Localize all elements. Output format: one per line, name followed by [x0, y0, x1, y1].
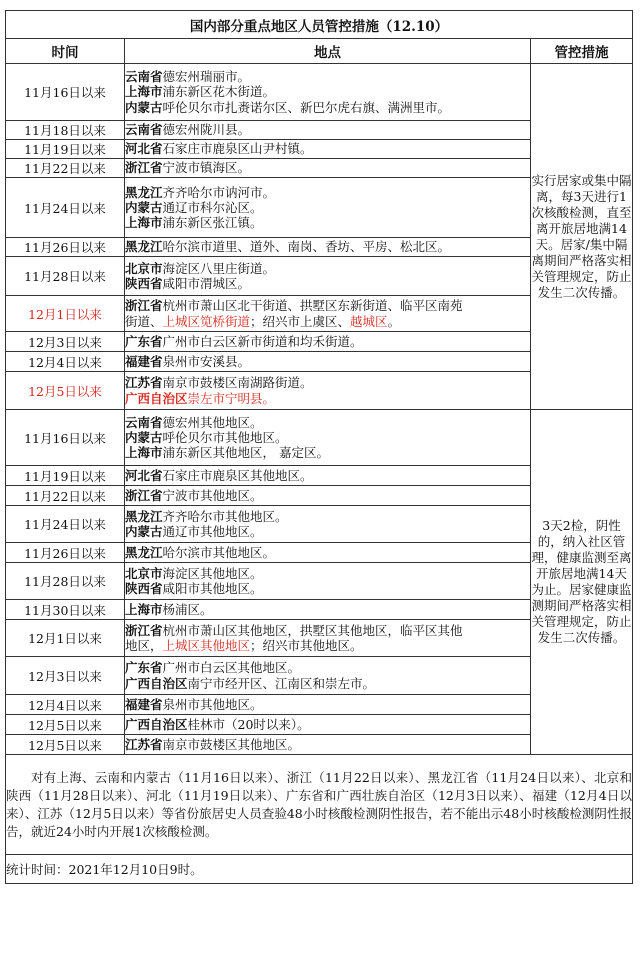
time-cell: 12月1日以来 — [6, 620, 125, 657]
location-text: 通辽市科尔沁区。 — [162, 199, 263, 215]
location-line — [125, 141, 530, 156]
time-cell: 11月28日以来 — [6, 257, 125, 296]
location-line — [125, 314, 530, 329]
location-line — [125, 602, 530, 617]
location-cell — [125, 257, 531, 296]
province-name: 云南省 — [125, 414, 163, 430]
province-name: 广西自治区 — [125, 716, 188, 732]
location-line — [125, 430, 530, 445]
location-text: 呼伦贝尔市其他地区。 — [162, 429, 288, 445]
location-text: 齐齐哈尔市其他地区。 — [162, 508, 288, 524]
province-name: 河北省 — [125, 467, 163, 483]
location-line — [125, 391, 530, 406]
location-line — [125, 276, 530, 291]
highlighted-location: 上城区其他地区 — [162, 638, 251, 653]
province-name: 黑龙江 — [125, 508, 163, 524]
location-text: 崇左市宁明县。 — [187, 390, 276, 406]
location-line — [125, 545, 530, 560]
province-name: 江苏省 — [125, 375, 163, 391]
location-line — [125, 445, 530, 460]
location-text: 杭州市萧山区其他地区，拱墅区其他地区，临平区其他 — [162, 622, 463, 638]
location-text: 哈尔滨市道里、道外、南岗、香坊、平房、松北区。 — [162, 239, 451, 255]
time-cell: 11月22日以来 — [6, 159, 125, 178]
time-cell: 12月4日以来 — [6, 695, 125, 715]
location-text: 广州市白云区新市街道和均禾街道。 — [162, 333, 363, 349]
province-name: 浙江省 — [125, 298, 163, 314]
location-line — [125, 239, 530, 254]
time-cell: 11月18日以来 — [6, 121, 125, 140]
location-text: 南宁市经开区、江南区和崇左市。 — [187, 675, 376, 691]
location-cell — [125, 238, 531, 257]
province-name: 黑龙江 — [125, 184, 163, 200]
location-text: 宁波市镇海区。 — [162, 160, 251, 176]
location-cell — [125, 178, 531, 238]
table-row — [6, 64, 633, 121]
location-line — [125, 160, 530, 175]
location-line — [125, 660, 530, 675]
location-cell — [125, 506, 531, 543]
time-cell: 12月5日以来 — [6, 735, 125, 755]
location-line — [125, 488, 530, 503]
location-text: ；绍兴市其他地区。 — [250, 638, 363, 653]
location-cell — [125, 657, 531, 695]
location-cell — [125, 296, 531, 332]
location-cell — [125, 140, 531, 159]
location-text: 浦东新区张江镇。 — [162, 215, 263, 231]
province-name: 浙江省 — [125, 160, 163, 176]
province-name: 陕西省 — [125, 581, 163, 596]
location-line — [125, 84, 530, 99]
location-text: 宁波市其他地区。 — [162, 487, 263, 503]
location-cell — [125, 64, 531, 121]
province-name: 浙江省 — [125, 487, 163, 503]
location-line — [125, 354, 530, 369]
location-line — [125, 717, 530, 732]
control-measure-cell: 实行居家或集中隔离，每3天进行1次核酸检测，直至离开旅居地满14天。居家/集中隔离期间严格落实相关管理规定，防止发生二次传播。 — [531, 64, 633, 410]
location-text: 德宏州陇川县。 — [162, 122, 251, 138]
location-text: 浦东新区花木街道。 — [162, 84, 276, 100]
location-cell — [125, 563, 531, 600]
location-line — [125, 623, 530, 638]
province-name: 江苏省 — [125, 736, 163, 752]
province-name: 陕西省 — [125, 276, 163, 291]
time-cell: 11月26日以来 — [6, 238, 125, 257]
header-time: 时间 — [6, 39, 125, 64]
time-cell: 11月19日以来 — [6, 466, 125, 486]
province-name: 黑龙江 — [125, 239, 163, 255]
location-cell — [125, 620, 531, 657]
testing-requirement-note: 对有上海、云南和内蒙古（11月16日以来）、浙江（11月22日以来）、黑龙江省（11月24日以来）、北京和陕西（11月28日以来）、河北（11月19日以来）、广东省和广西壮族自治区（12月3日以来）、福建（12月4日以来）、江苏（12月5日以来）等省份旅居史人员查验48小时核酸检测阴性报告，若不能出示48小时核酸检测阴性报告，就近24小时内开展1次核酸检测。 — [6, 755, 633, 855]
location-cell — [125, 715, 531, 735]
location-line — [125, 697, 530, 712]
province-name: 北京市 — [125, 565, 163, 581]
location-line — [125, 261, 530, 276]
province-name: 上海市 — [125, 601, 163, 617]
highlighted-location: 越城区 — [350, 313, 388, 329]
location-text: 杭州市萧山区北干街道、拱墅区东新街道、临平区南苑 — [162, 298, 463, 314]
location-text: 咸阳市渭城区。 — [162, 276, 251, 291]
location-text: 南京市鼓楼区其他地区。 — [162, 736, 301, 752]
time-cell: 12月5日以来 — [6, 715, 125, 735]
location-line — [125, 676, 530, 691]
time-cell: 12月4日以来 — [6, 352, 125, 372]
location-line — [125, 524, 530, 539]
location-cell — [125, 466, 531, 486]
province-name: 内蒙古 — [125, 199, 163, 215]
time-cell: 11月28日以来 — [6, 563, 125, 600]
location-cell — [125, 695, 531, 715]
location-text: 德宏州其他地区。 — [162, 414, 263, 430]
time-cell: 11月24日以来 — [6, 178, 125, 238]
location-line — [125, 100, 530, 115]
location-line — [125, 334, 530, 349]
province-name: 浙江省 — [125, 622, 163, 638]
location-text: 呼伦贝尔市扎赉诺尔区、新巴尔虎右旗、满洲里市。 — [162, 99, 451, 115]
location-cell — [125, 486, 531, 506]
location-text: 浦东新区其他地区， 嘉定区。 — [162, 445, 329, 461]
location-text: 海淀区八里庄街道。 — [162, 260, 276, 276]
location-text: 街道、 — [125, 313, 163, 329]
location-cell — [125, 410, 531, 466]
province-name: 福建省 — [125, 353, 163, 369]
province-name: 内蒙古 — [125, 524, 163, 539]
location-text: 杨浦区。 — [162, 601, 213, 617]
location-text: 石家庄市鹿泉区其他地区。 — [162, 467, 313, 483]
location-line — [125, 200, 530, 215]
province-name: 黑龙江 — [125, 544, 163, 560]
location-text: 咸阳市其他地区。 — [162, 581, 263, 596]
time-cell: 11月30日以来 — [6, 600, 125, 620]
time-cell: 12月5日以来 — [6, 372, 125, 410]
province-name: 广西自治区 — [125, 675, 188, 691]
header-location: 地点 — [125, 39, 531, 64]
province-name: 云南省 — [125, 122, 163, 138]
province-name: 广东省 — [125, 660, 163, 676]
province-name: 北京市 — [125, 260, 163, 276]
highlighted-location: 上城区笕桥街道 — [162, 313, 251, 329]
time-cell: 11月16日以来 — [6, 410, 125, 466]
location-text: 泉州市其他地区。 — [162, 696, 263, 712]
province-name: 河北省 — [125, 141, 163, 157]
location-text: 南京市鼓楼区南湖路街道。 — [162, 375, 313, 391]
location-text: 石家庄市鹿泉区山尹村镇。 — [162, 141, 313, 157]
control-measure-cell: 3天2检，阴性的，纳入社区管理，健康监测至离开旅居地满14天为止。居家健康监测期间严格落实相关管理规定，防止发生二次传播。 — [531, 410, 633, 755]
location-line — [125, 375, 530, 390]
table-title: 国内部分重点地区人员管控措施（12.10） — [6, 11, 633, 39]
location-line — [125, 638, 530, 653]
location-cell — [125, 600, 531, 620]
location-text: 地区， — [125, 638, 163, 653]
location-text: ；绍兴市上虞区、 — [250, 313, 351, 329]
time-cell: 12月3日以来 — [6, 657, 125, 695]
location-line — [125, 122, 530, 137]
location-text: 通辽市其他地区。 — [162, 524, 263, 539]
location-line — [125, 69, 530, 84]
location-text: 。 — [387, 313, 401, 329]
time-cell: 12月1日以来 — [6, 296, 125, 332]
location-line — [125, 581, 530, 596]
time-cell: 11月19日以来 — [6, 140, 125, 159]
location-cell — [125, 332, 531, 352]
location-line — [125, 185, 530, 200]
time-cell: 11月24日以来 — [6, 506, 125, 543]
location-text: 泉州市安溪县。 — [162, 353, 251, 369]
location-line — [125, 509, 530, 524]
location-cell — [125, 159, 531, 178]
province-name: 广东省 — [125, 333, 163, 349]
location-cell — [125, 372, 531, 410]
header-measures: 管控措施 — [531, 39, 633, 64]
location-line — [125, 468, 530, 483]
location-text: 哈尔滨市其他地区。 — [162, 544, 276, 560]
location-text: 桂林市（20时以来）。 — [187, 716, 310, 732]
province-name: 云南省 — [125, 69, 163, 85]
location-text: 广州市白云区其他地区。 — [162, 660, 301, 676]
province-name: 上海市 — [125, 445, 163, 461]
location-text: 齐齐哈尔市讷河市。 — [162, 184, 276, 200]
location-line — [125, 415, 530, 430]
province-name: 上海市 — [125, 215, 163, 231]
location-line — [125, 737, 530, 752]
table-row — [6, 410, 633, 466]
time-cell: 12月3日以来 — [6, 332, 125, 352]
location-cell — [125, 543, 531, 563]
control-measures-table — [5, 10, 633, 884]
time-cell: 11月26日以来 — [6, 543, 125, 563]
province-name: 福建省 — [125, 696, 163, 712]
province-name: 内蒙古 — [125, 429, 163, 445]
location-line — [125, 215, 530, 230]
location-text: 德宏州瑞丽市。 — [162, 69, 251, 85]
location-cell — [125, 352, 531, 372]
time-cell: 11月16日以来 — [6, 64, 125, 121]
time-cell: 11月22日以来 — [6, 486, 125, 506]
province-name: 上海市 — [125, 84, 163, 100]
statistics-time: 统计时间：2021年12月10日9时。 — [6, 855, 633, 884]
location-cell — [125, 735, 531, 755]
location-line — [125, 566, 530, 581]
province-name: 内蒙古 — [125, 99, 163, 115]
location-cell — [125, 121, 531, 140]
province-name: 广西自治区 — [125, 390, 188, 406]
location-text: 海淀区其他地区。 — [162, 565, 263, 581]
location-line — [125, 298, 530, 313]
